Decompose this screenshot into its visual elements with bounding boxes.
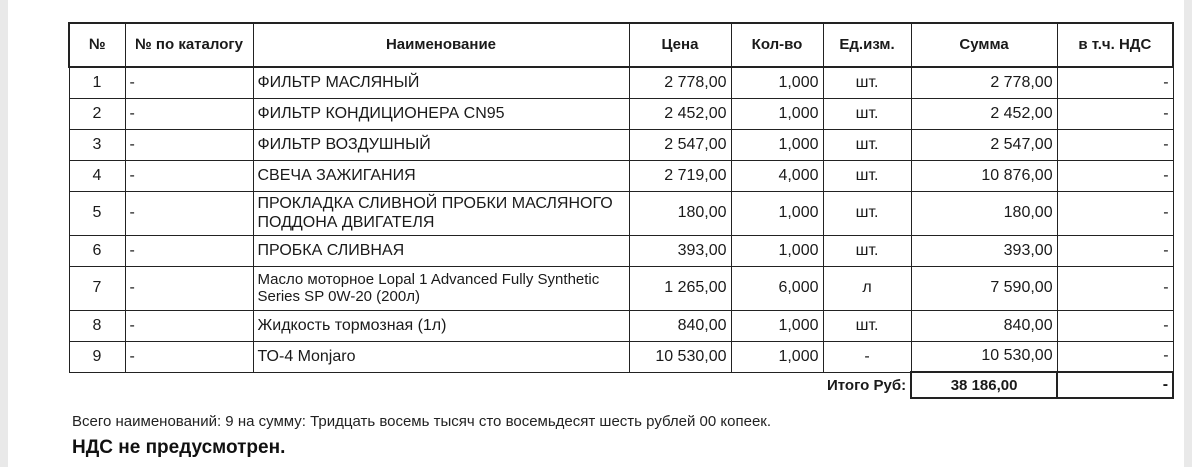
row-sum: 393,00 [911,235,1057,266]
invoice-table [68,22,1174,399]
row-name: ТО-4 Monjaro [253,341,629,372]
col-header-vat: в т.ч. НДС [1057,23,1173,67]
row-catalog: - [125,129,253,160]
row-num: 4 [69,160,125,191]
row-name: ФИЛЬТР МАСЛЯНЫЙ [253,67,629,98]
table-row [69,310,1173,341]
table-row [69,98,1173,129]
row-unit: шт. [823,310,911,341]
row-unit: шт. [823,160,911,191]
row-price: 2 719,00 [629,160,731,191]
row-price: 180,00 [629,191,731,235]
row-vat: - [1057,341,1173,372]
row-catalog: - [125,191,253,235]
row-catalog: - [125,98,253,129]
row-vat: - [1057,160,1173,191]
row-sum: 7 590,00 [911,266,1057,310]
col-header-num: № [69,23,125,67]
row-price: 10 530,00 [629,341,731,372]
col-header-unit: Ед.изм. [823,23,911,67]
total-label: Итого Руб: [827,376,907,394]
table-row [69,67,1173,98]
row-vat: - [1057,266,1173,310]
row-price: 393,00 [629,235,731,266]
row-sum: 840,00 [911,310,1057,341]
row-price: 2 778,00 [629,67,731,98]
table-row [69,235,1173,266]
row-vat: - [1057,235,1173,266]
row-qty: 1,000 [731,191,823,235]
row-qty: 1,000 [731,235,823,266]
col-header-name: Наименование [253,23,629,67]
row-qty: 6,000 [731,266,823,310]
row-unit: шт. [823,67,911,98]
total-spacer [69,372,823,398]
row-unit: шт. [823,235,911,266]
row-sum: 10 530,00 [911,341,1057,372]
row-unit: л [823,266,911,310]
row-price: 1 265,00 [629,266,731,310]
row-name: СВЕЧА ЗАЖИГАНИЯ [253,160,629,191]
table-row [69,160,1173,191]
row-num: 2 [69,98,125,129]
row-name: ПРОБКА СЛИВНАЯ [253,235,629,266]
row-vat: - [1057,310,1173,341]
row-name: ФИЛЬТР КОНДИЦИОНЕРА CN95 [253,98,629,129]
row-name: Масло моторное Lopal 1 Advanced Fully Synthetic Series SP 0W-20 (200л) [253,266,629,310]
row-catalog: - [125,160,253,191]
row-qty: 1,000 [731,98,823,129]
total-sum: 38 186,00 [911,372,1057,398]
row-sum: 180,00 [911,191,1057,235]
row-unit: - [823,341,911,372]
table-row [69,266,1173,310]
row-vat: - [1057,98,1173,129]
row-catalog: - [125,310,253,341]
row-catalog: - [125,266,253,310]
row-num: 1 [69,67,125,98]
col-header-qty: Кол-во [731,23,823,67]
col-header-catalog: № по каталогу [125,23,253,67]
row-price: 2 547,00 [629,129,731,160]
row-sum: 10 876,00 [911,160,1057,191]
row-catalog: - [125,235,253,266]
row-unit: шт. [823,98,911,129]
col-header-price: Цена [629,23,731,67]
row-price: 840,00 [629,310,731,341]
row-unit: шт. [823,191,911,235]
row-sum: 2 452,00 [911,98,1057,129]
row-num: 8 [69,310,125,341]
table-row [69,191,1173,235]
table-header-row [69,23,1173,67]
row-unit: шт. [823,129,911,160]
total-vat: - [1057,372,1173,398]
row-vat: - [1057,129,1173,160]
row-num: 9 [69,341,125,372]
document-page [8,0,1184,467]
row-qty: 4,000 [731,160,823,191]
row-num: 5 [69,191,125,235]
table-row [69,341,1173,372]
row-name: ФИЛЬТР ВОЗДУШНЫЙ [253,129,629,160]
row-name: Жидкость тормозная (1л) [253,310,629,341]
row-name: ПРОКЛАДКА СЛИВНОЙ ПРОБКИ МАСЛЯНОГО ПОДДОНА ДВИГАТЕЛЯ [253,191,629,235]
row-sum: 2 778,00 [911,67,1057,98]
row-qty: 1,000 [731,67,823,98]
vat-note: НДС не предусмотрен. [72,437,286,458]
row-qty: 1,000 [731,129,823,160]
row-qty: 1,000 [731,310,823,341]
row-catalog: - [125,341,253,372]
row-num: 7 [69,266,125,310]
row-vat: - [1057,191,1173,235]
row-sum: 2 547,00 [911,129,1057,160]
row-vat: - [1057,67,1173,98]
row-qty: 1,000 [731,341,823,372]
summary-text: Всего наименований: 9 на сумму: Тридцать восемь тысяч сто восемьдесят шесть рублей 00 копеек. [72,413,772,430]
row-price: 2 452,00 [629,98,731,129]
row-num: 3 [69,129,125,160]
row-num: 6 [69,235,125,266]
table-row [69,129,1173,160]
total-row [69,372,1173,398]
row-catalog: - [125,67,253,98]
col-header-sum: Сумма [911,23,1057,67]
